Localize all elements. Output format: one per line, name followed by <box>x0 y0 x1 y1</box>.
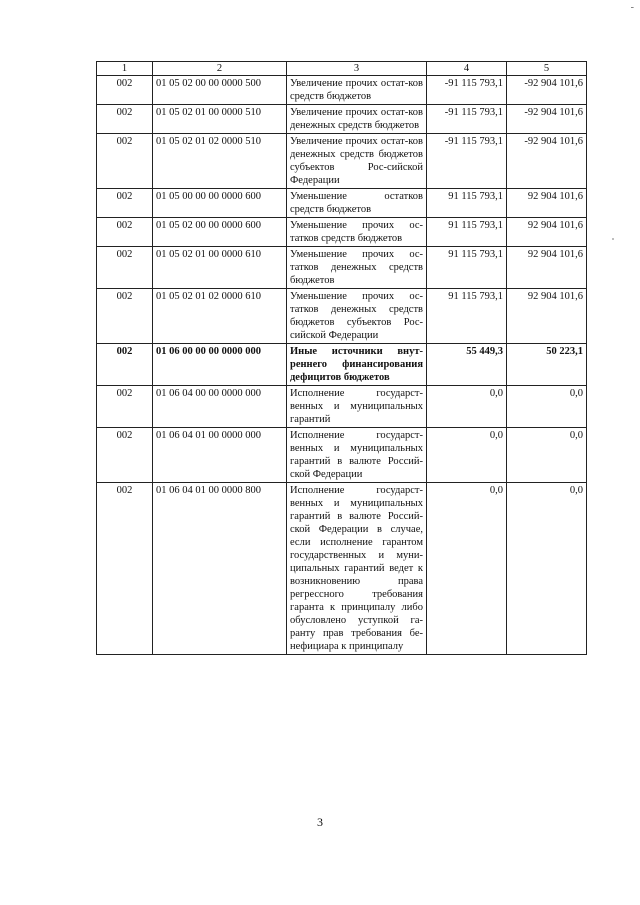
amount-2022-cell: -92 904 101,6 <box>507 134 587 189</box>
amount-2021-cell: 91 115 793,1 <box>427 189 507 218</box>
admin-code-cell: 002 <box>97 247 153 289</box>
amount-2022-cell: 92 904 101,6 <box>507 189 587 218</box>
source-name-cell: Уменьшение прочих ос-татков средств бюджетов <box>287 218 427 247</box>
amount-2021-cell: 91 115 793,1 <box>427 247 507 289</box>
admin-code-cell: 002 <box>97 134 153 189</box>
corner-mark: - <box>630 2 634 13</box>
admin-code-cell: 002 <box>97 483 153 655</box>
table-row <box>97 344 587 386</box>
source-name-cell: Уменьшение прочих ос-татков денежных средств бюджетов <box>287 247 427 289</box>
page-number: 3 <box>317 815 323 829</box>
admin-code-cell: 002 <box>97 189 153 218</box>
amount-2022-cell: -92 904 101,6 <box>507 105 587 134</box>
classification-code-cell: 01 05 00 00 00 0000 600 <box>153 189 287 218</box>
source-name-cell: Иные источники внут-реннего финансирования дефицитов бюджетов <box>287 344 427 386</box>
classification-code-cell: 01 05 02 01 00 0000 610 <box>153 247 287 289</box>
classification-code-cell: 01 05 02 01 02 0000 510 <box>153 134 287 189</box>
source-name-cell: Увеличение прочих остат-ков денежных средств бюджетов субъектов Рос-сийской Федерации <box>287 134 427 189</box>
table-row <box>97 428 587 483</box>
table-row <box>97 76 587 105</box>
source-name-cell: Исполнение государст-венных и муниципальных гарантий <box>287 386 427 428</box>
table-row <box>97 134 587 189</box>
admin-code-cell: 002 <box>97 428 153 483</box>
amount-2021-cell: 0,0 <box>427 386 507 428</box>
amount-2022-cell: 92 904 101,6 <box>507 247 587 289</box>
table-row <box>97 386 587 428</box>
table-row <box>97 483 587 655</box>
amount-2022-cell: 92 904 101,6 <box>507 218 587 247</box>
admin-code-cell: 002 <box>97 76 153 105</box>
amount-2021-cell: -91 115 793,1 <box>427 134 507 189</box>
source-name-cell: Уменьшение остатков средств бюджетов <box>287 189 427 218</box>
amount-2022-cell: 0,0 <box>507 428 587 483</box>
amount-2021-cell: 0,0 <box>427 428 507 483</box>
column-header-1: 1 <box>97 62 153 76</box>
table-row <box>97 189 587 218</box>
admin-code-cell: 002 <box>97 218 153 247</box>
budget-sources-table <box>96 61 587 655</box>
admin-code-cell: 002 <box>97 344 153 386</box>
amount-2022-cell: 0,0 <box>507 483 587 655</box>
table-row <box>97 247 587 289</box>
admin-code-cell: 002 <box>97 386 153 428</box>
amount-2021-cell: 91 115 793,1 <box>427 289 507 344</box>
amount-2022-cell: 0,0 <box>507 386 587 428</box>
classification-code-cell: 01 05 02 00 00 0000 600 <box>153 218 287 247</box>
source-name-cell: Уменьшение прочих ос-татков денежных средств бюджетов субъектов Рос-сийской Федерации <box>287 289 427 344</box>
column-header-2: 2 <box>153 62 287 76</box>
table-header-row <box>97 62 587 76</box>
column-header-5: 5 <box>507 62 587 76</box>
amount-2021-cell: 91 115 793,1 <box>427 218 507 247</box>
classification-code-cell: 01 06 04 00 00 0000 000 <box>153 386 287 428</box>
amount-2022-cell: 50 223,1 <box>507 344 587 386</box>
column-header-4: 4 <box>427 62 507 76</box>
table-body <box>97 76 587 655</box>
amount-2021-cell: 0,0 <box>427 483 507 655</box>
admin-code-cell: 002 <box>97 289 153 344</box>
classification-code-cell: 01 05 02 01 00 0000 510 <box>153 105 287 134</box>
classification-code-cell: 01 05 02 00 00 0000 500 <box>153 76 287 105</box>
admin-code-cell: 002 <box>97 105 153 134</box>
table-row <box>97 218 587 247</box>
table-row <box>97 289 587 344</box>
source-name-cell: Исполнение государст-венных и муниципальных гарантий в валюте Россий-ской Федерации <box>287 428 427 483</box>
source-name-cell: Исполнение государст-венных и муниципальных гарантий в валюте Россий-ской Федерации в случае, если исполнение гарантом государственных и муни-ципальных гарантий ведет к возникновению права регрессного требования гаранта к принципалу либо обусловлено уступкой га-ранту прав требования бе-нефициара к принципалу <box>287 483 427 655</box>
amount-2021-cell: -91 115 793,1 <box>427 76 507 105</box>
source-name-cell: Увеличение прочих остат-ков денежных средств бюджетов <box>287 105 427 134</box>
column-header-3: 3 <box>287 62 427 76</box>
classification-code-cell: 01 05 02 01 02 0000 610 <box>153 289 287 344</box>
source-name-cell: Увеличение прочих остат-ков средств бюджетов <box>287 76 427 105</box>
amount-2021-cell: 55 449,3 <box>427 344 507 386</box>
classification-code-cell: 01 06 00 00 00 0000 000 <box>153 344 287 386</box>
classification-code-cell: 01 06 04 01 00 0000 800 <box>153 483 287 655</box>
amount-2021-cell: -91 115 793,1 <box>427 105 507 134</box>
margin-dot <box>612 238 614 240</box>
table-row <box>97 105 587 134</box>
amount-2022-cell: -92 904 101,6 <box>507 76 587 105</box>
amount-2022-cell: 92 904 101,6 <box>507 289 587 344</box>
classification-code-cell: 01 06 04 01 00 0000 000 <box>153 428 287 483</box>
